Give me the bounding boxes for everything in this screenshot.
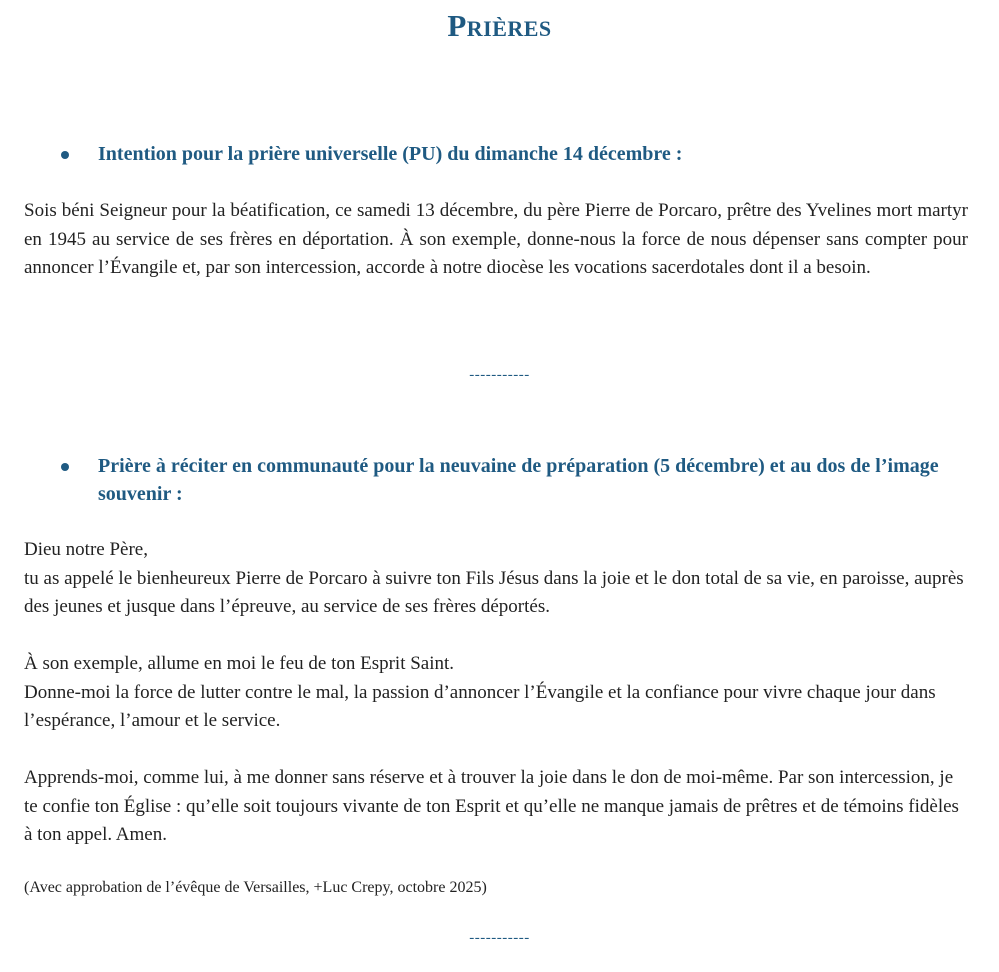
prayer-line: Donne-moi la force de lutter contre le mal, la passion d’annoncer l’Évangile et la confiance pour vivre chaque jour dans l’espérance, l’amour et le service. bbox=[24, 681, 936, 731]
section-heading-priere bbox=[98, 452, 973, 508]
intention-paragraph: Sois béni Seigneur pour la béatification, ce samedi 13 décembre, du père Pierre de Porcaro, prêtre des Yvelines mort martyr en 1945 au service de ses frères en déportation. À son exemple, donne-nous la force de nous dépenser sans compter pour annoncer l’Évangile et, par son intercession, accorde à notre diocèse les vocations sacerdotales dont il a besoin. bbox=[24, 200, 968, 278]
section-heading-priere-text: Prière à réciter en communauté pour la neuvaine de préparation (5 décembre) et au dos de l’image souvenir : bbox=[98, 455, 939, 505]
bullet-icon bbox=[61, 463, 69, 471]
separator-2: ----------- bbox=[469, 930, 530, 946]
approval-note: (Avec approbation de l’évêque de Versailles, +Luc Crepy, octobre 2025) bbox=[24, 879, 487, 896]
prayer-line: Dieu notre Père, bbox=[24, 539, 148, 560]
section-heading-intention-text: Intention pour la prière universelle (PU) du dimanche 14 décembre : bbox=[98, 143, 683, 165]
prayer-paragraph-2 bbox=[24, 650, 968, 736]
separator-1: ----------- bbox=[469, 367, 530, 383]
prayer-paragraph-1 bbox=[24, 536, 968, 622]
section-heading-intention bbox=[98, 140, 973, 168]
prayer-line: À son exemple, allume en moi le feu de ton Esprit Saint. bbox=[24, 653, 455, 674]
page-title: Prières bbox=[447, 8, 552, 43]
prayer-line: tu as appelé le bienheureux Pierre de Porcaro à suivre ton Fils Jésus dans la joie et le don total de sa vie, en paroisse, auprès des jeunes et jusque dans l’épreuve, au service de ses frères déportés. bbox=[24, 567, 964, 617]
prayer-paragraph-3: Apprends-moi, comme lui, à me donner sans réserve et à trouver la joie dans le don de moi-même. Par son intercession, je te confie ton Église : qu’elle soit toujours vivante de ton Esprit et qu’elle ne manque jamais de prêtres et de témoins fidèles à ton appel. Amen. bbox=[24, 767, 959, 845]
bullet-icon bbox=[61, 151, 69, 159]
